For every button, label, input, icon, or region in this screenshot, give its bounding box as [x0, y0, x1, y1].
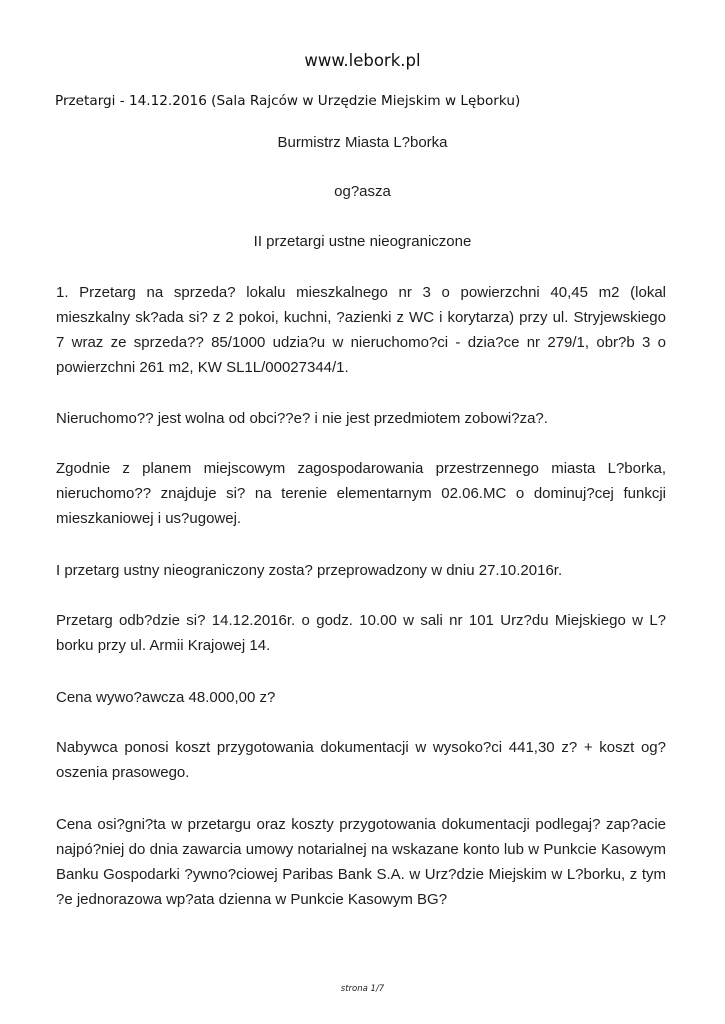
announcement-subject: II przetargi ustne nieograniczone [253, 233, 472, 250]
paragraph-first-auction: I przetarg ustny nieograniczony zosta? przeprowadzony w dniu 27.10.2016r. [56, 562, 563, 579]
paragraph-zoning-plan: Zgodnie z planem miejscowym zagospodarowania przestrzennego miasta L?borka, nieruchomo?? znajduje si? na terenie elementarnym 02.06.MC o dominuj?cej funkcji mieszkaniowej i us?ugowej. [56, 460, 666, 527]
paragraph-payment-terms: Cena osi?gni?ta w przetargu oraz koszty przygotowania dokumentacji podlegaj? zap?acie najpó?niej do dnia zawarcia umowy notarialnej na wskazane konto lub w Punkcie Kasowym Banku Gospodarki ?ywno?ciowej Paribas Bank S.A. w Urz?dzie Miejskim w L?borku, z tym ?e jednorazowa wp?ata dzienna w Punkcie Kasowym BG? [56, 816, 666, 908]
paragraph-starting-price: Cena wywo?awcza 48.000,00 z? [56, 689, 276, 706]
paragraph-property-description: 1. Przetarg na sprzeda? lokalu mieszkalnego nr 3 o powierzchni 40,45 m2 (lokal mieszkalny sk?ada si? z 2 pokoi, kuchni, ?azienki z WC i korytarza) przy ul. Stryjewskiego 7 wraz ze sprzeda?? 85/1000 udzia?u w nieruchomo?ci - dzia?ce nr 279/1, obr?b 3 o powierzchni 261 m2, KW SL1L/00027344/1. [56, 284, 666, 376]
announcement-verb: og?asza [334, 183, 391, 200]
page-number: strona 1/7 [340, 984, 385, 994]
document-title: Przetargi - 14.12.2016 (Sala Rajców w Urzędzie Miejskim w Lęborku) [55, 93, 521, 109]
paragraph-auction-date: Przetarg odb?dzie si? 14.12.2016r. o godz. 10.00 w sali nr 101 Urz?du Miejskiego w L?borku przy ul. Armii Krajowej 14. [56, 612, 666, 654]
paragraph-encumbrances: Nieruchomo?? jest wolna od obci??e? i nie jest przedmiotem zobowi?za?. [56, 410, 548, 427]
issuer-line: Burmistrz Miasta L?borka [277, 134, 448, 151]
paragraph-documentation-cost: Nabywca ponosi koszt przygotowania dokumentacji w wysoko?ci 441,30 z? + koszt og?oszenia prasowego. [56, 739, 666, 781]
site-header: www.lebork.pl [304, 51, 421, 70]
